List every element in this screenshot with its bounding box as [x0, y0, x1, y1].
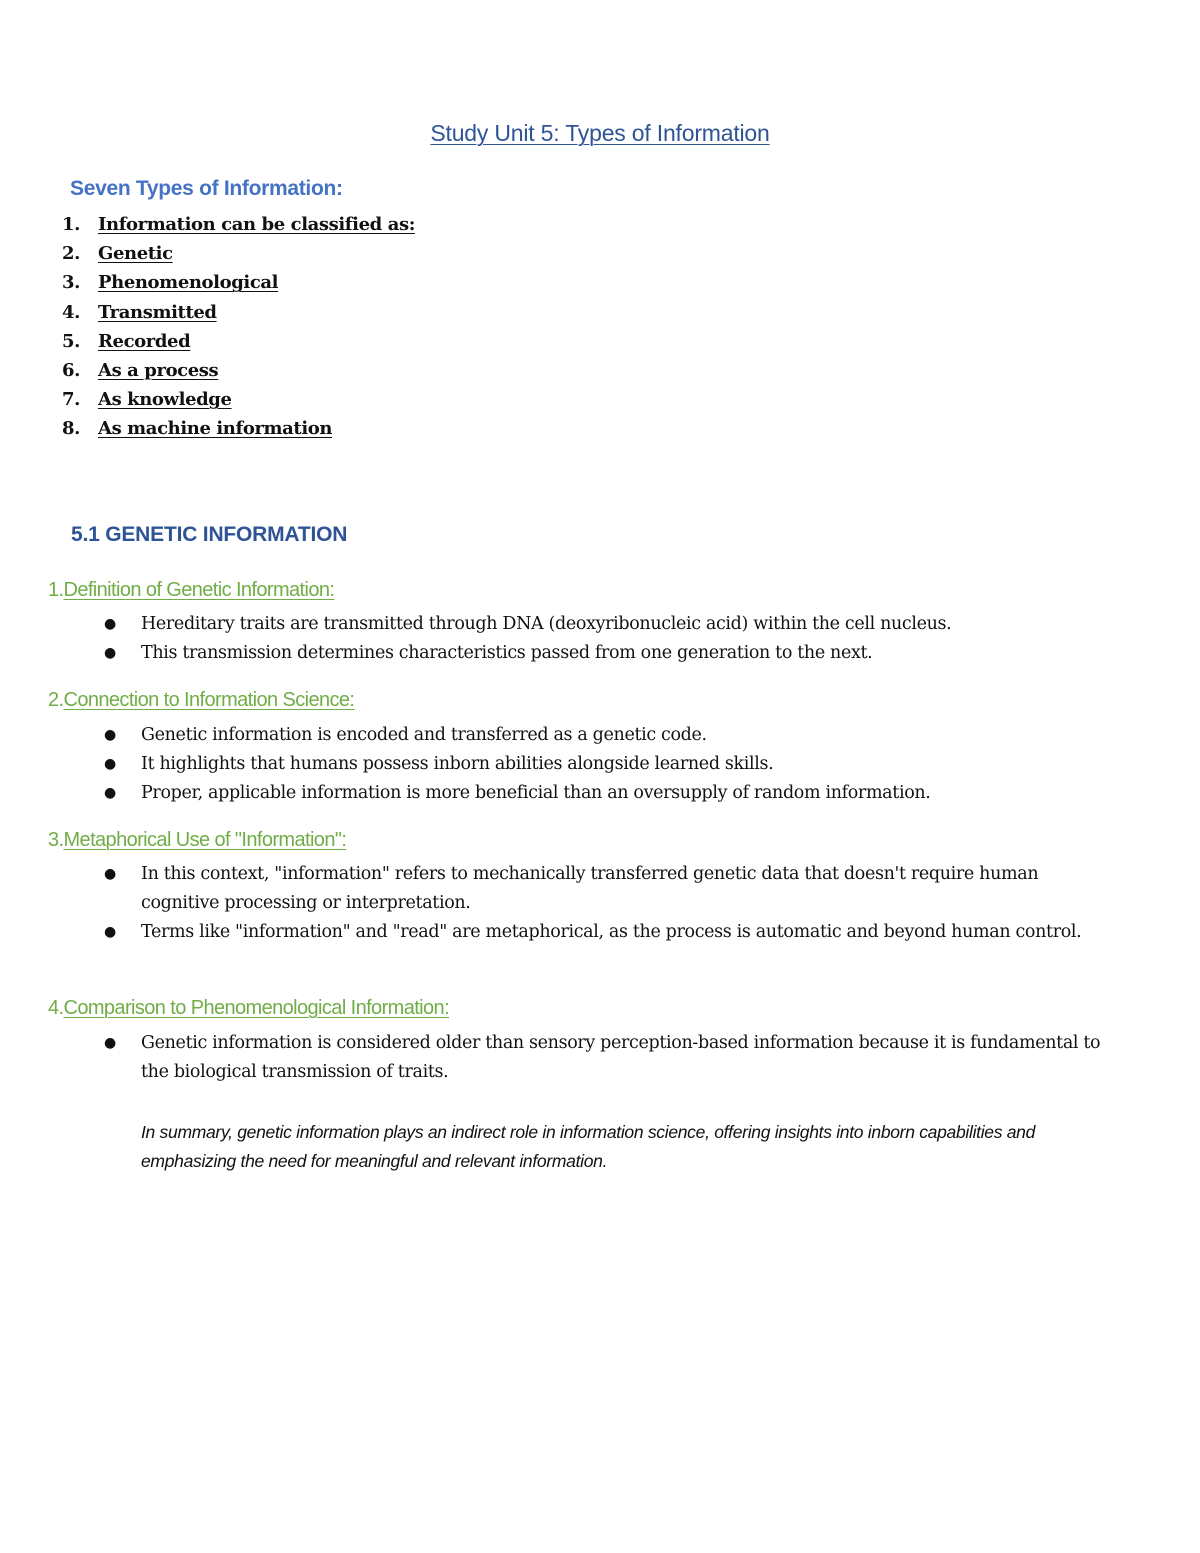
bullet-icon: ● [104, 616, 116, 632]
bullet-icon: ● [104, 924, 116, 940]
list-item [62, 212, 415, 241]
bullet-item [104, 610, 1104, 639]
bullet-icon: ● [104, 727, 116, 743]
subsection-title: Metaphorical Use of "Information": [63, 829, 347, 851]
bullet-item [104, 918, 1104, 947]
list-item [62, 241, 415, 270]
bullet-text: It highlights that humans possess inborn abilities alongside learned skills. [141, 754, 774, 774]
subsection-heading-connection [48, 689, 354, 712]
bullet-text: Proper, applicable information is more beneficial than an oversupply of random information. [141, 783, 931, 803]
subsection-heading-metaphorical [48, 829, 346, 852]
list-number: 7. [62, 389, 80, 411]
bullet-text: In this context, "information" refers to mechanically transferred genetic data that doesn't require human cognitive processing or interpretation. [141, 864, 1039, 913]
bullet-icon: ● [104, 645, 116, 661]
bullet-icon: ● [104, 866, 116, 882]
bullet-text: This transmission determines characteristics passed from one generation to the next. [141, 643, 873, 663]
bullet-text: Hereditary traits are transmitted through DNA (deoxyribonucleic acid) within the cell nucleus. [141, 614, 952, 634]
bullet-icon: ● [104, 756, 116, 772]
list-item-label: Recorded [98, 330, 191, 352]
list-number: 4. [62, 301, 80, 323]
bullet-item [104, 779, 1104, 808]
list-item [62, 329, 415, 358]
list-item-label: As a process [98, 359, 219, 381]
list-item [62, 300, 415, 329]
bullet-list-definition [104, 610, 1104, 668]
list-number: 8. [62, 418, 80, 440]
list-item-label: Transmitted [98, 301, 217, 323]
list-item [62, 270, 415, 299]
subsection-number: 2. [48, 689, 64, 711]
list-item [62, 387, 415, 416]
list-number: 5. [62, 330, 80, 352]
bullet-text: Terms like "information" and "read" are metaphorical, as the process is automatic and beyond human control. [141, 922, 1082, 942]
subsection-number: 1. [48, 579, 64, 601]
subsection-number: 3. [48, 829, 64, 851]
bullet-list-metaphorical [104, 860, 1104, 947]
list-item-label: As machine information [98, 418, 333, 440]
types-list [62, 212, 415, 446]
subsection-heading-definition [48, 579, 334, 602]
subsection-title: Connection to Information Science: [63, 689, 355, 711]
subsection-number: 4. [48, 997, 64, 1019]
list-item-label: Information can be classified as: [98, 214, 415, 235]
bullet-text: Genetic information is considered older than sensory perception-based information because it is fundamental to the biological transmission of traits. [141, 1033, 1101, 1082]
summary-paragraph: In summary, genetic information plays an indirect role in information science, offering insights into inborn capabilities and emphasizing the need for meaningful and relevant information. [141, 1122, 1036, 1171]
bullet-list-connection [104, 721, 1104, 808]
list-number: 2. [62, 243, 80, 265]
document-title: Study Unit 5: Types of Information [430, 120, 770, 146]
bullet-item [104, 860, 1104, 918]
subsection-title: Comparison to Phenomenological Information: [63, 997, 450, 1019]
list-number: 1. [62, 214, 80, 235]
bullet-icon: ● [104, 785, 116, 801]
list-item-label: Genetic [98, 243, 173, 265]
bullet-text: Genetic information is encoded and transferred as a genetic code. [141, 725, 707, 745]
list-item [62, 416, 415, 445]
list-item [62, 358, 415, 387]
bullet-item [104, 721, 1104, 750]
bullet-item [104, 750, 1104, 779]
bullet-list-comparison [104, 1029, 1104, 1087]
list-item-label: Phenomenological [98, 272, 279, 294]
list-item-label: As knowledge [98, 389, 232, 411]
bullet-item [104, 1029, 1104, 1087]
seven-types-heading: Seven Types of Information: [70, 177, 343, 200]
bullet-icon: ● [104, 1035, 116, 1051]
list-number: 3. [62, 272, 80, 294]
bullet-item [104, 639, 1104, 668]
list-number: 6. [62, 359, 80, 381]
subsection-heading-comparison [48, 997, 449, 1020]
section-heading: 5.1 GENETIC INFORMATION [71, 523, 348, 546]
subsection-title: Definition of Genetic Information: [63, 579, 335, 601]
